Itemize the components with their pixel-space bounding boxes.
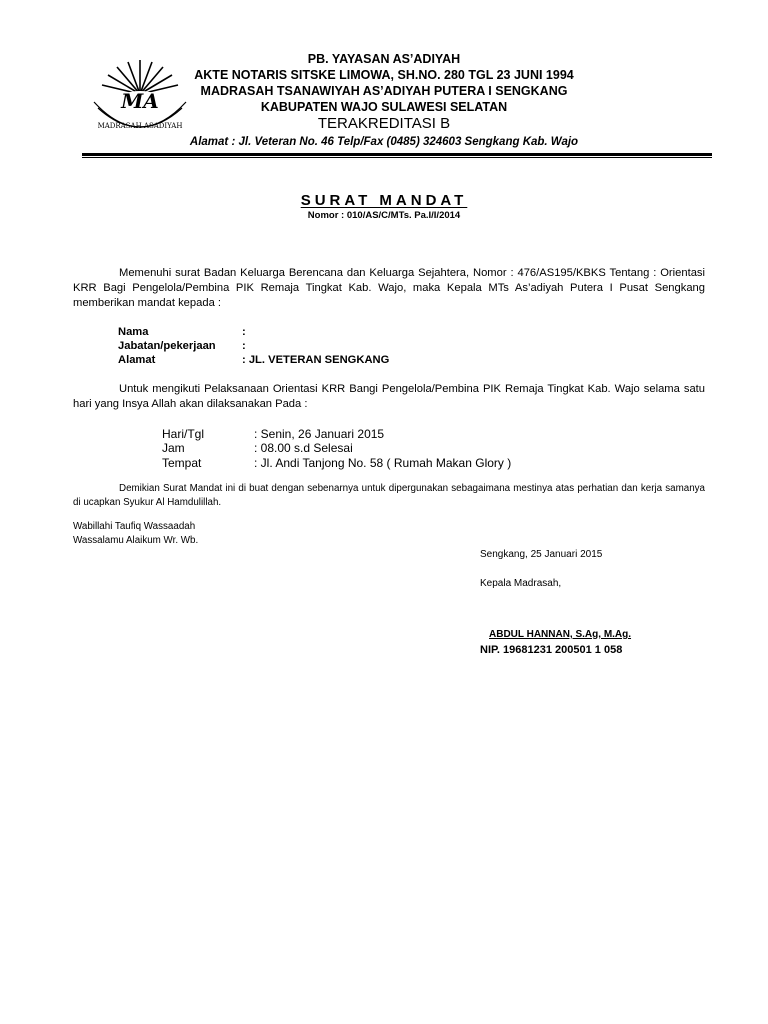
field-value: : — [242, 340, 246, 352]
letterhead-divider — [82, 153, 712, 156]
event-label: Hari/Tgl — [162, 427, 205, 441]
purpose-paragraph: Untuk mengikuti Pelaksanaan Orientasi KRR Bangi Pengelola/Pembina PIK Remaja Tingkat Kab. Wajo selama satu hari yang Insya Allah akan dilaksanakan Pada : — [73, 383, 705, 411]
event-value: : 08.00 s.d Selesai — [254, 441, 353, 455]
closing-paragraph: Demikian Surat Mandat ini di buat dengan sebenarnya untuk dipergunakan sebagaimana mestinya atas perhatian dan kerja samanya di ucapkan Syukur Al Hamdulillah. — [73, 483, 705, 508]
closing-greeting-1: Wabillahi Taufiq Wassaadah — [73, 521, 196, 532]
document-title: SURAT MANDAT — [300, 192, 468, 209]
field-label: Alamat — [118, 354, 156, 366]
letterhead-line-2: AKTE NOTARIS SITSKE LIMOWA, SH.NO. 280 TGL 23 JUNI 1994 — [194, 68, 574, 82]
letterhead-divider-thin — [82, 157, 712, 158]
logo-arc-text: MADRASAH ASADIYAH — [97, 122, 183, 130]
document-number: Nomor : 010/AS/C/MTs. Pa.I/I/2014 — [307, 210, 461, 221]
field-value: : JL. VETERAN SENGKANG — [242, 354, 390, 366]
accreditation: TERAKREDITASI B — [317, 115, 451, 132]
letterhead-line-3: MADRASAH TSANAWIYAH AS’ADIYAH PUTERA I SENGKANG — [200, 84, 568, 98]
event-label: Tempat — [162, 456, 202, 470]
field-value: : — [242, 326, 246, 338]
field-label: Nama — [118, 326, 149, 338]
letterhead-line-4: KABUPATEN WAJO SULAWESI SELATAN — [260, 100, 508, 114]
closing-greeting-2: Wassalamu Alaikum Wr. Wb. — [73, 535, 199, 546]
letterhead-address: Alamat : Jl. Veteran No. 46 Telp/Fax (0485) 324603 Sengkang Kab. Wajo — [189, 136, 579, 148]
signatory-name: ABDUL HANNAN, S.Ag, M.Ag. — [489, 629, 632, 640]
signature-place-date: Sengkang, 25 Januari 2015 — [480, 549, 603, 560]
logo-text: MA — [121, 89, 159, 113]
opening-paragraph: Memenuhi surat Badan Keluarga Berencana dan Keluarga Sejahtera, Nomor : 476/AS195/KBKS Tentang : Orientasi KRR Bagi Pengelola/Pembina PIK Remaja Tingkat Kab. Wajo, maka Kepala MTs As’adiyah Putera I Pusat Sengkang memberikan mandat kepada : — [73, 267, 705, 310]
event-value: : Jl. Andi Tanjong No. 58 ( Rumah Makan Glory ) — [254, 456, 512, 470]
letterhead-line-1: PB. YAYASAN AS’ADIYAH — [307, 52, 461, 66]
event-label: Jam — [162, 441, 185, 455]
signatory-nip: NIP. 19681231 200501 1 058 — [480, 644, 623, 656]
event-value: : Senin, 26 Januari 2015 — [254, 427, 385, 441]
signature-position: Kepala Madrasah, — [480, 578, 562, 589]
field-label: Jabatan/pekerjaan — [118, 340, 216, 352]
